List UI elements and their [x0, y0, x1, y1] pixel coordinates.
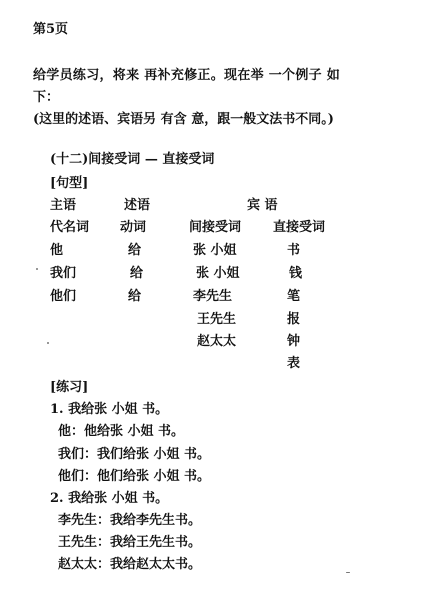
scan-speck [36, 268, 38, 270]
row-direct: 表 [287, 356, 301, 371]
exercise-item: 2. 我给张 小姐 书。 [50, 491, 169, 506]
row-indirect: 王先生 [197, 312, 237, 327]
row-pronoun: 他 [50, 243, 64, 258]
row-indirect: 李先生 [193, 289, 233, 304]
section-title: (十二)间接受词 — 直接受词 [50, 152, 215, 167]
header-pronoun: 代名词 [50, 220, 90, 235]
exercise-item: 1. 我给张 小姐 书。 [50, 402, 169, 417]
row-pronoun: 我们 [50, 266, 77, 281]
row-direct: 书 [287, 243, 301, 258]
page-label: 第5页 [33, 22, 69, 37]
exercise-label: [练习] [50, 380, 89, 395]
row-pronoun: 他们 [50, 289, 77, 304]
row-indirect: 赵太太 [197, 334, 237, 349]
scan-speck [47, 342, 49, 344]
exercise-item: 他们：他们给张 小姐 书。 [58, 469, 211, 484]
header-indirect: 间接受词 [189, 220, 242, 235]
row-direct: 钱 [289, 266, 303, 281]
exercise-item: 赵太太：我给赵太太书。 [58, 557, 202, 572]
header-direct: 直接受词 [273, 220, 326, 235]
row-indirect: 张 小姐 [193, 243, 237, 258]
pattern-label: [句型] [50, 176, 89, 191]
intro-line-3: (这里的述语、宾语另 有含 意，跟一般文法书不同。) [33, 112, 334, 127]
intro-line-1: 给学员练习，将来 再补充修正。现在举 一个例子 如 [33, 68, 341, 83]
exercise-item: 李先生：我给李先生书。 [58, 513, 202, 528]
row-verb: 给 [130, 266, 144, 281]
scan-speck [346, 572, 350, 573]
header-verb: 动词 [120, 220, 147, 235]
exercise-item: 王先生：我给王先生书。 [58, 535, 202, 550]
row-verb: 给 [128, 289, 142, 304]
header-predicate: 述语 [124, 198, 151, 213]
header-object: 宾 语 [247, 198, 278, 213]
exercise-item: 我们：我们给张 小姐 书。 [58, 447, 211, 462]
row-verb: 给 [128, 243, 142, 258]
row-direct: 笔 [287, 289, 301, 304]
intro-line-2: 下： [33, 90, 60, 105]
header-subject: 主语 [50, 198, 77, 213]
row-direct: 报 [287, 312, 301, 327]
row-indirect: 张 小姐 [196, 266, 240, 281]
exercise-item: 他：他给张 小姐 书。 [58, 424, 185, 439]
row-direct: 钟 [287, 334, 301, 349]
